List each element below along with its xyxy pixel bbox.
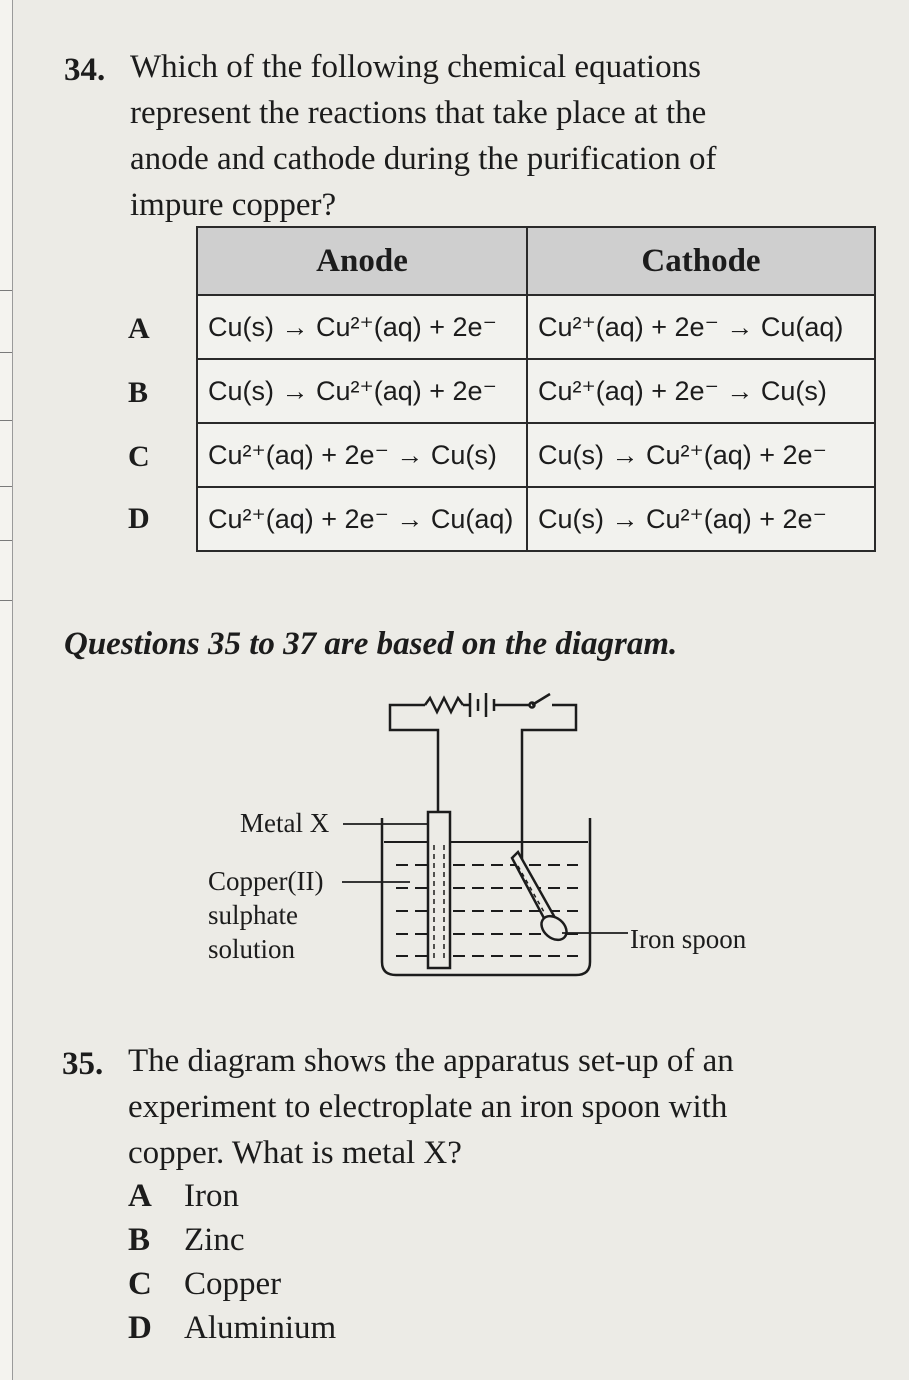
label-metal-x: Metal X — [240, 808, 330, 838]
header-cathode: Cathode — [527, 227, 875, 295]
option-letter-d[interactable]: D — [128, 502, 150, 535]
cathode-cell: Cu²⁺(aq) + 2e⁻ → Cu(aq) — [527, 295, 875, 359]
option-text: Zinc — [184, 1222, 245, 1258]
option-letter: D — [128, 1310, 152, 1346]
label-iron-spoon: Iron spoon — [630, 924, 747, 954]
cathode-cell: Cu(s) → Cu²⁺(aq) + 2e⁻ — [527, 487, 875, 551]
label-copper-sulphate — [208, 864, 323, 966]
question-35-text — [128, 1038, 734, 1176]
option-letter: B — [128, 1222, 151, 1258]
option-letter: A — [128, 1178, 152, 1214]
option-letter-b[interactable]: B — [128, 376, 149, 409]
anode-cell: Cu²⁺(aq) + 2e⁻ → Cu(aq) — [197, 487, 527, 551]
question-35-line: The diagram shows the apparatus set-up of an — [128, 1043, 734, 1079]
cathode-cell: Cu²⁺(aq) + 2e⁻ → Cu(s) — [527, 359, 875, 423]
question-34-line: Which of the following chemical equations — [130, 49, 701, 85]
question-34-line: represent the reactions that take place at the — [130, 95, 707, 131]
answer-table — [196, 226, 876, 552]
option-d[interactable] — [128, 1306, 336, 1350]
option-c[interactable] — [128, 1262, 336, 1306]
electroplating-diagram — [200, 690, 800, 990]
option-a[interactable] — [128, 1174, 336, 1218]
iron-spoon-icon — [512, 852, 571, 945]
anode-cell: Cu(s) → Cu²⁺(aq) + 2e⁻ — [197, 359, 527, 423]
question-34-text — [130, 44, 716, 228]
metal-x-electrode — [428, 812, 450, 968]
question-35-number: 35. — [62, 1046, 104, 1082]
adjacent-page-edge — [0, 0, 13, 1380]
cathode-cell: Cu(s) → Cu²⁺(aq) + 2e⁻ — [527, 423, 875, 487]
option-text: Copper — [184, 1266, 282, 1302]
option-letter-a[interactable]: A — [128, 312, 150, 345]
option-letter: C — [128, 1266, 152, 1302]
question-34-number: 34. — [64, 52, 106, 88]
question-35-line: experiment to electroplate an iron spoon with — [128, 1089, 728, 1125]
question-34-line: impure copper? — [130, 187, 337, 223]
table-row — [197, 487, 875, 551]
option-text: Iron — [184, 1178, 239, 1214]
resistor-icon — [425, 698, 463, 712]
question-34-line: anode and cathode during the purification of — [130, 141, 717, 177]
question-35-options — [128, 1174, 336, 1350]
anode-cell: Cu(s) → Cu²⁺(aq) + 2e⁻ — [197, 295, 527, 359]
question-35-line: copper. What is metal X? — [128, 1135, 462, 1171]
section-heading: Questions 35 to 37 are based on the diagram. — [64, 626, 678, 662]
header-anode: Anode — [197, 227, 527, 295]
label-solution-line: Copper(II) — [208, 866, 324, 896]
option-b[interactable] — [128, 1218, 336, 1262]
anode-cell: Cu²⁺(aq) + 2e⁻ → Cu(s) — [197, 423, 527, 487]
table-row — [197, 423, 875, 487]
label-solution-line: sulphate — [208, 900, 298, 930]
table-row — [197, 295, 875, 359]
table-row — [197, 359, 875, 423]
label-solution-line: solution — [208, 934, 296, 964]
option-text: Aluminium — [184, 1310, 337, 1346]
option-letter-c[interactable]: C — [128, 440, 150, 473]
